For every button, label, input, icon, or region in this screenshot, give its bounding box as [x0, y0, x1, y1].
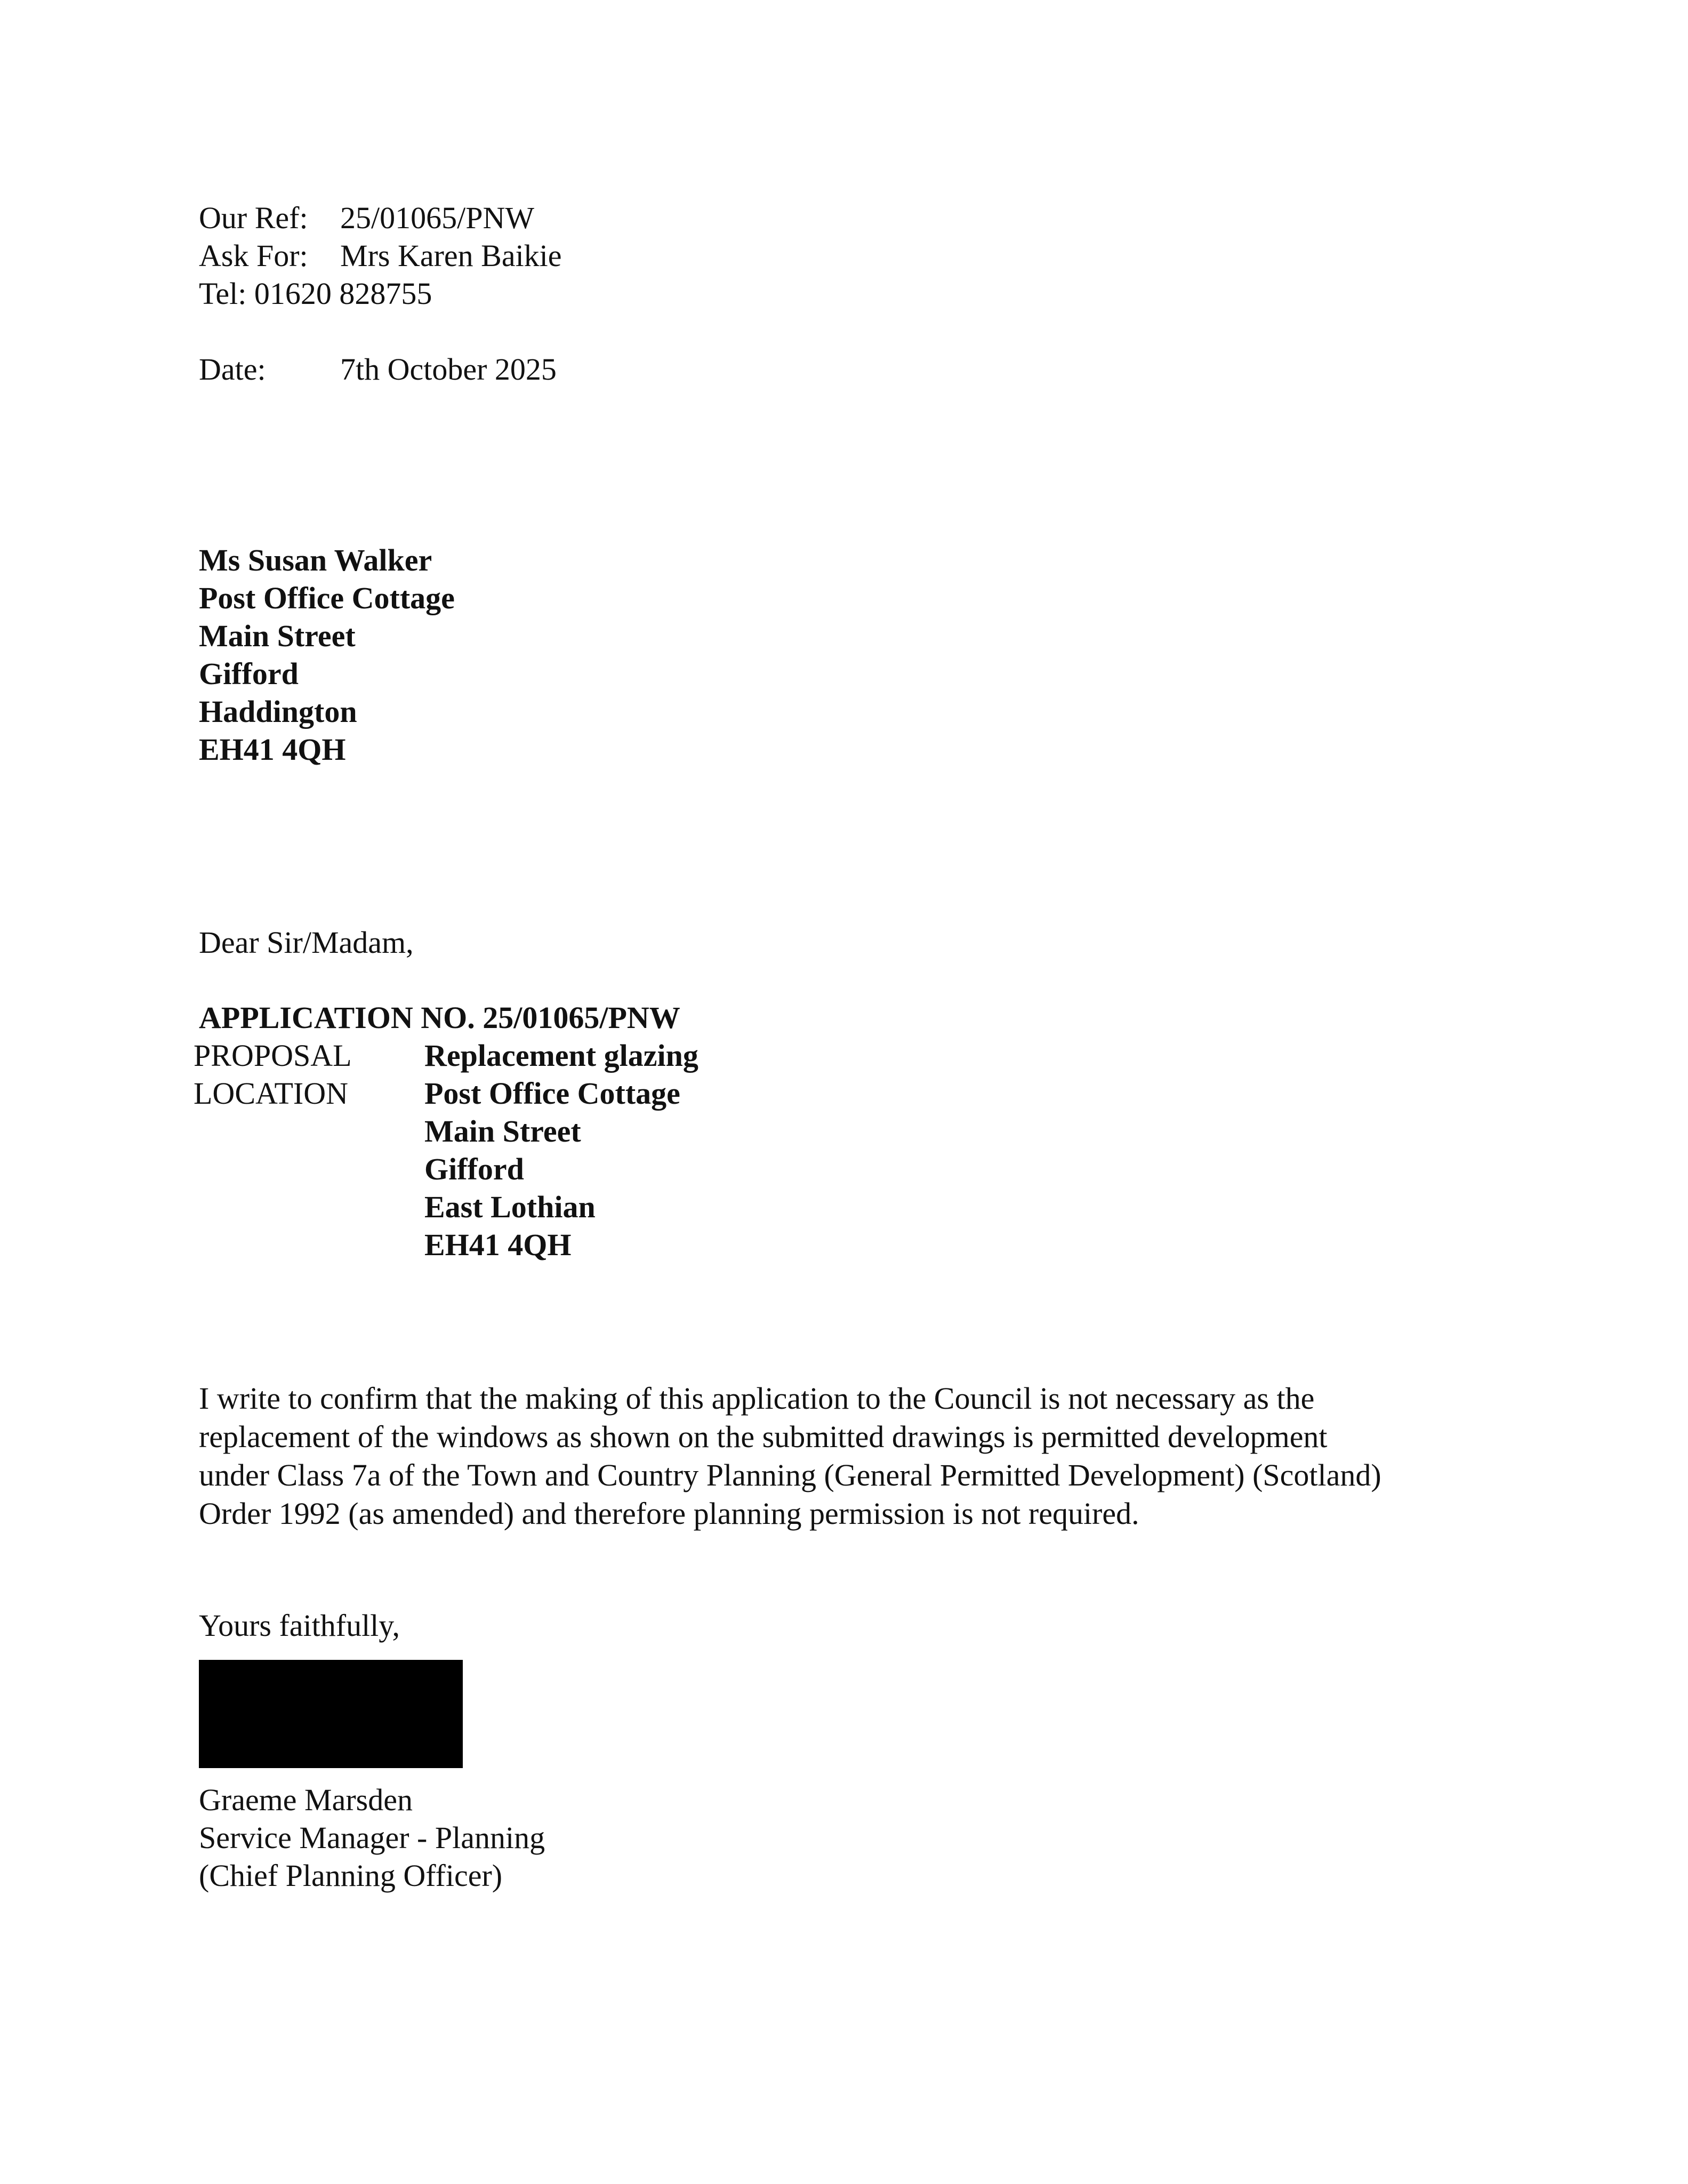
- recipient-line: Gifford: [199, 656, 299, 691]
- salutation: Dear Sir/Madam,: [199, 925, 414, 960]
- redacted-signature: [199, 1660, 463, 1768]
- recipient-line: Main Street: [199, 619, 356, 653]
- tel-row: [199, 275, 562, 312]
- location-address: [424, 1074, 680, 1264]
- location-line: EH41 4QH: [424, 1227, 572, 1262]
- location-label: LOCATION: [194, 1076, 348, 1111]
- signatory-title: Service Manager - Planning: [199, 1820, 545, 1855]
- body-line: replacement of the windows as shown on the submitted drawings is permitted development: [199, 1419, 1328, 1454]
- application-heading: APPLICATION NO. 25/01065/PNW: [199, 1000, 680, 1035]
- ask-for-label: Ask For:: [199, 238, 308, 273]
- proposal-row: [194, 1037, 698, 1074]
- location-line: Main Street: [424, 1114, 581, 1149]
- recipient-line: Post Office Cottage: [199, 581, 455, 615]
- location-line: East Lothian: [424, 1190, 596, 1224]
- recipient-line: EH41 4QH: [199, 732, 346, 767]
- date-label: Date:: [199, 352, 266, 387]
- recipient-line: Ms Susan Walker: [199, 543, 432, 577]
- signatory-name: Graeme Marsden: [199, 1782, 413, 1817]
- tel-text: Tel: 01620 828755: [199, 276, 432, 311]
- our-ref-value: 25/01065/PNW: [340, 200, 535, 235]
- recipient-address: [199, 541, 455, 768]
- signatory-role: (Chief Planning Officer): [199, 1858, 503, 1893]
- proposal-label: PROPOSAL: [194, 1038, 352, 1073]
- location-line: Post Office Cottage: [424, 1076, 680, 1111]
- date-row: [199, 350, 557, 388]
- reference-block: [199, 199, 562, 312]
- closing: Yours faithfully,: [199, 1608, 400, 1643]
- our-ref-label: Our Ref:: [199, 200, 308, 235]
- body-line: under Class 7a of the Town and Country Planning (General Permitted Development) (Scotland): [199, 1458, 1381, 1492]
- date-value: 7th October 2025: [340, 352, 557, 387]
- signatory-block: [199, 1781, 545, 1894]
- body-paragraph: [199, 1379, 1489, 1533]
- date-block: [199, 350, 557, 388]
- our-ref-row: [199, 199, 562, 237]
- body-line: Order 1992 (as amended) and therefore planning permission is not required.: [199, 1496, 1139, 1531]
- ask-for-value: Mrs Karen Baikie: [340, 238, 562, 273]
- body-line: I write to confirm that the making of this application to the Council is not necessary as the: [199, 1381, 1315, 1416]
- proposal-value: Replacement glazing: [424, 1038, 698, 1073]
- ask-for-row: [199, 237, 562, 275]
- location-row: [194, 1074, 424, 1112]
- location-line: Gifford: [424, 1152, 524, 1186]
- recipient-line: Haddington: [199, 694, 357, 729]
